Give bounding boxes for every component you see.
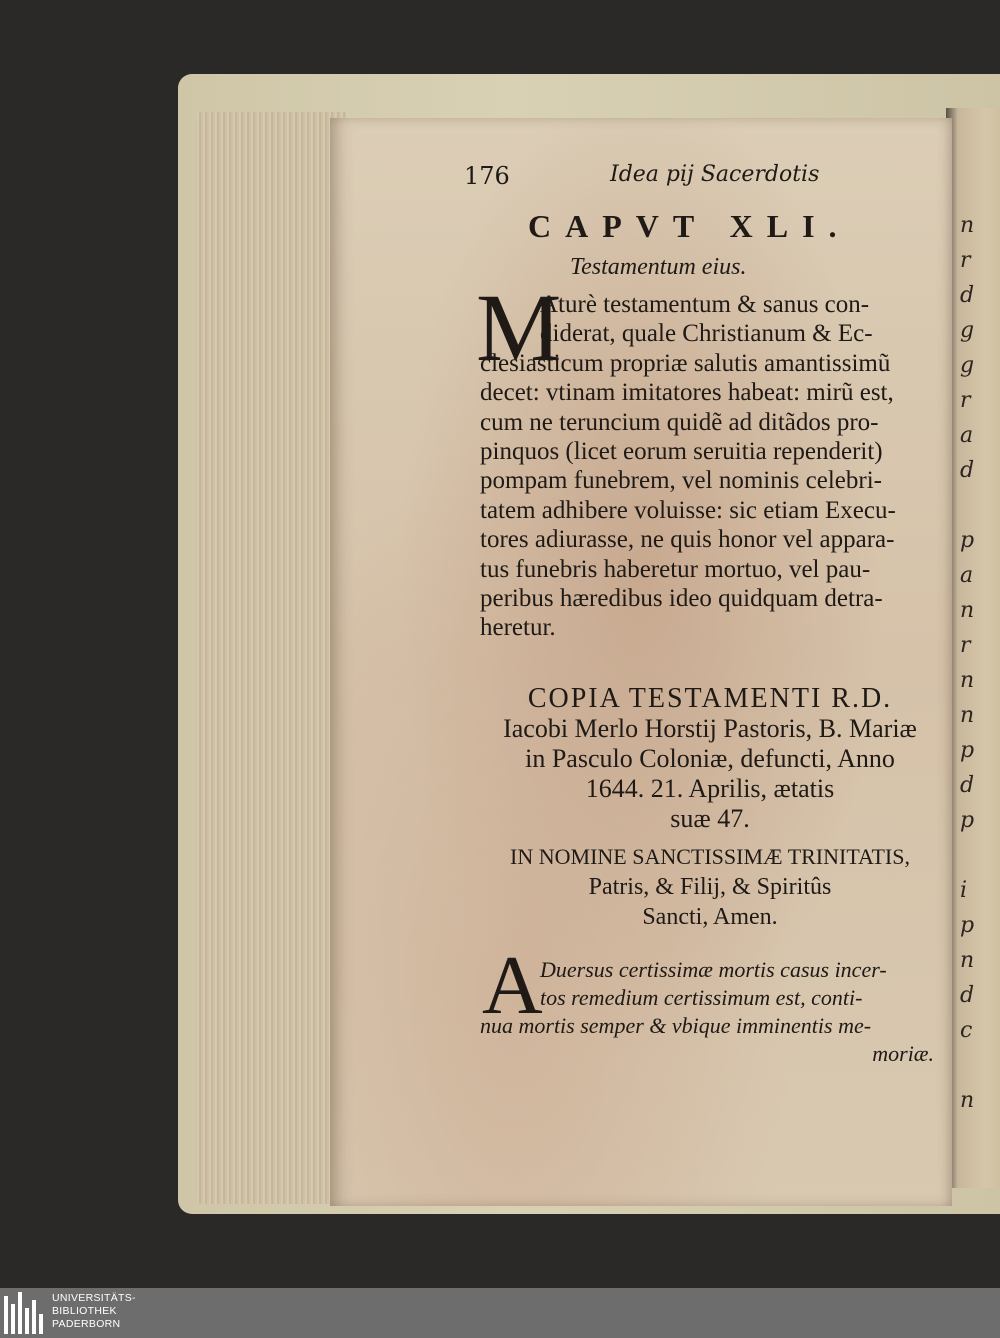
invocation [480, 842, 940, 932]
paragraph-testamentum [480, 290, 896, 643]
text-line: cum ne teruncium quidẽ ad ditãdos pro- [480, 408, 879, 436]
text-line: 1644. 21. Aprilis, ætatis [585, 774, 835, 803]
text-line: suæ 47. [670, 804, 750, 833]
paragraph-aduersus [480, 956, 934, 1068]
text-line: tus funebris haberetur mortuo, vel pau- [480, 555, 871, 583]
text-line: peribus hæredibus ideo quidquam detra- [480, 585, 883, 613]
text-line: Duersus certissimæ mortis casus incer- [540, 957, 887, 982]
chapter-subtitle: Testamentum eius. [570, 254, 747, 280]
text-line: pinquos (licet eorum seruitia rependerit) [480, 438, 883, 466]
running-head: Idea pij Sacerdotis [610, 162, 820, 187]
text-line: in Pasculo Coloniæ, defuncti, Anno [525, 744, 895, 773]
text-line: moriæ. [872, 1041, 934, 1066]
page-number: 176 [464, 162, 510, 190]
copia-testamenti-heading [480, 684, 940, 834]
facing-page [946, 108, 1000, 1188]
text-line: COPIA TESTAMENTI R.D. [527, 683, 893, 714]
facing-page-fragments: n r d g g r a d p a n r n n p d p i p n d c n [960, 213, 975, 1113]
text-line: tos remedium certissimum est, conti- [540, 985, 863, 1010]
left-page [330, 118, 952, 1206]
chapter-heading: CAPVT XLI. [528, 208, 851, 244]
text-line: pompam funebrem, vel nominis celebri- [480, 467, 882, 495]
text-line: nua mortis semper & vbique imminentis me- [480, 1013, 872, 1038]
library-name-line: BIBLIOTHEK [52, 1305, 117, 1317]
library-name-line: UNIVERSITÄTS- [52, 1292, 136, 1304]
text-line: decet: vtinam imitatores habeat: mirũ est, [480, 379, 894, 407]
drop-cap-m: M [476, 274, 562, 381]
text-line: clesiasticum propriæ salutis amantissimũ [480, 349, 891, 377]
text-line: Aturè testamentum & sanus con- [540, 291, 870, 318]
library-logo-icon [4, 1292, 46, 1334]
page-edges [196, 112, 346, 1204]
text-line: diderat, quale Christianum & Ec- [540, 320, 873, 348]
text-line: Patris, & Filij, & Spiritûs [588, 874, 832, 900]
library-name [52, 1292, 136, 1331]
library-name-line: PADERBORN [52, 1318, 121, 1330]
text-line: tatem adhibere voluisse: sic etiam Execu- [480, 496, 896, 524]
library-footer [0, 1288, 1000, 1338]
text-line: tores adiurasse, ne quis honor vel appara- [480, 526, 895, 554]
text-line: Sancti, Amen. [642, 904, 778, 930]
text-line: heretur. [480, 614, 556, 642]
text-line: IN NOMINE SANCTISSIMÆ TRINITATIS, [510, 844, 910, 869]
text-line: Iacobi Merlo Horstij Pastoris, B. Mariæ [503, 714, 917, 743]
drop-cap-a: A [482, 939, 543, 1032]
